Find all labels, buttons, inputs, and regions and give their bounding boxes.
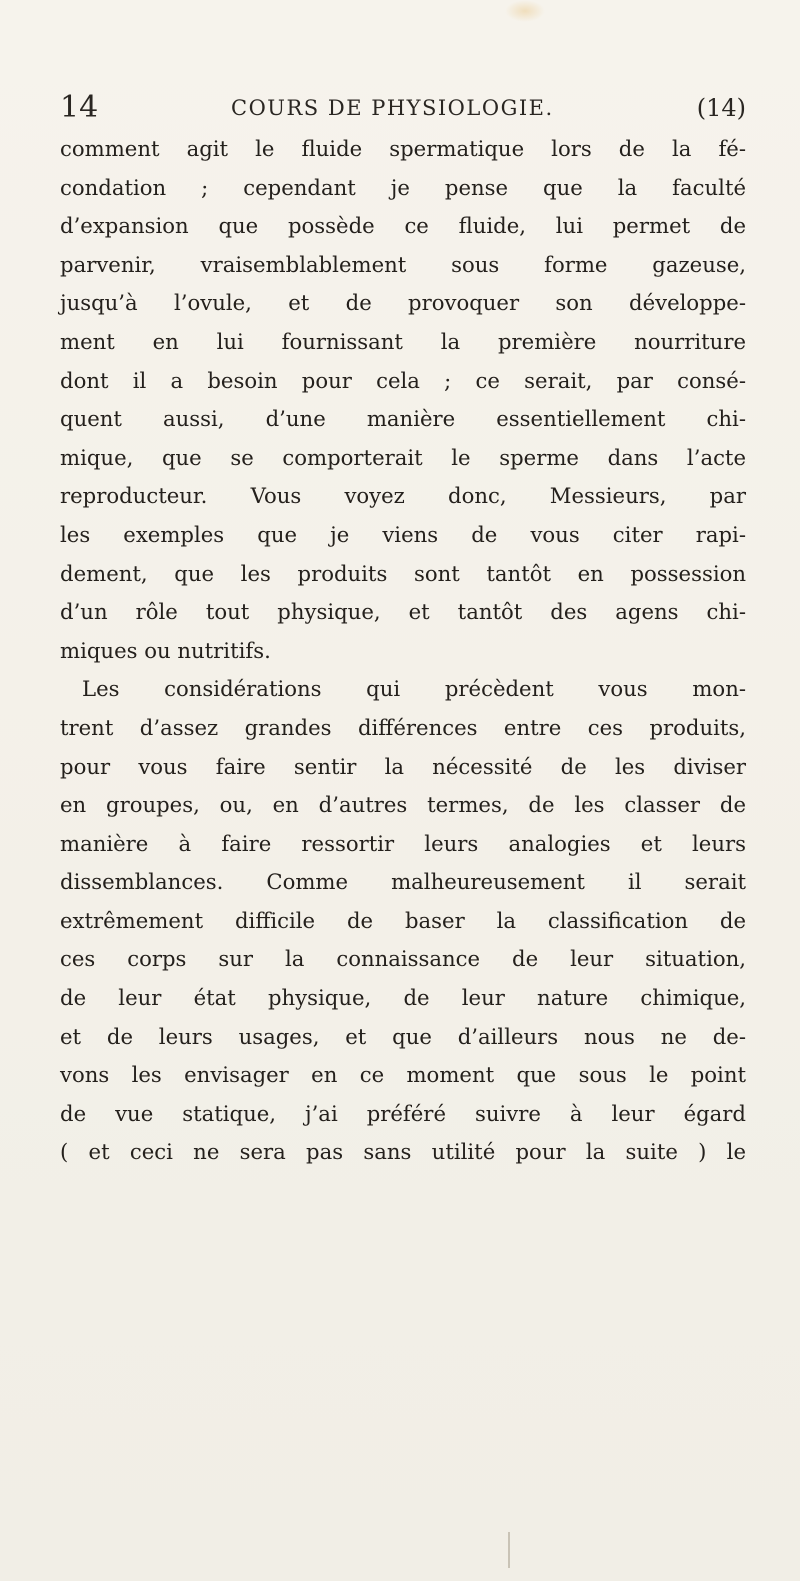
text-line: vons les envisager en ce moment que sous le point (60, 1062, 746, 1088)
section-number: (14) (696, 94, 746, 122)
text-line: reproducteur. Vous voyez donc, Messieurs, par (60, 483, 746, 509)
text-line: ces corps sur la connaissance de leur situation, (60, 946, 746, 972)
text-line: d’expansion que possède ce fluide, lui permet de (60, 213, 746, 239)
text-line: pour vous faire sentir la nécessité de les diviser (60, 753, 746, 779)
text-line: et de leurs usages, et que d’ailleurs nous ne de- (60, 1023, 746, 1049)
paragraph-end-line: miques ou nutritifs. (60, 637, 271, 663)
text-line: dont il a besoin pour cela ; ce serait, par consé- (60, 367, 746, 393)
paper-stain (505, 0, 545, 22)
text-line: en groupes, ou, en d’autres termes, de les classer de (60, 792, 746, 818)
text-line: dissemblances. Comme malheureusement il serait (60, 869, 746, 895)
text-line: extrêmement difficile de baser la classification de (60, 907, 746, 933)
running-header (60, 90, 746, 130)
text-line: de vue statique, j’ai préféré suivre à leur égard (60, 1100, 746, 1126)
text-line: de leur état physique, de leur nature chimique, (60, 985, 746, 1011)
text-line: quent aussi, d’une manière essentiellement chi- (60, 406, 746, 432)
running-title: COURS DE PHYSIOLOGIE. (231, 96, 554, 120)
text-line: d’un rôle tout physique, et tantôt des agens chi- (60, 599, 746, 625)
text-line: ment en lui fournissant la première nourriture (60, 328, 746, 354)
body-text (60, 130, 746, 1172)
page-number: 14 (60, 90, 99, 125)
text-line: comment agit le fluide spermatique lors de la fé- (60, 136, 746, 161)
text-line: trent d’assez grandes différences entre ces produits, (60, 714, 746, 740)
text-line: condation ; cependant je pense que la faculté (60, 174, 746, 200)
text-line: les exemples que je viens de vous citer rapi- (60, 521, 746, 547)
text-line: jusqu’à l’ovule, et de provoquer son développe- (60, 290, 746, 316)
text-line: parvenir, vraisemblablement sous forme gazeuse, (60, 251, 746, 277)
text-line: dement, que les produits sont tantôt en possession (60, 560, 746, 586)
text-line: mique, que se comporterait le sperme dans l’acte (60, 444, 746, 470)
text-line: manière à faire ressortir leurs analogies et leurs (60, 830, 746, 856)
text-line: ( et ceci ne sera pas sans utilité pour la suite ) le (60, 1139, 746, 1165)
paper-crease-mark (508, 1532, 510, 1568)
paragraph-start-line: Les considérations qui précèdent vous mon- (82, 676, 746, 702)
